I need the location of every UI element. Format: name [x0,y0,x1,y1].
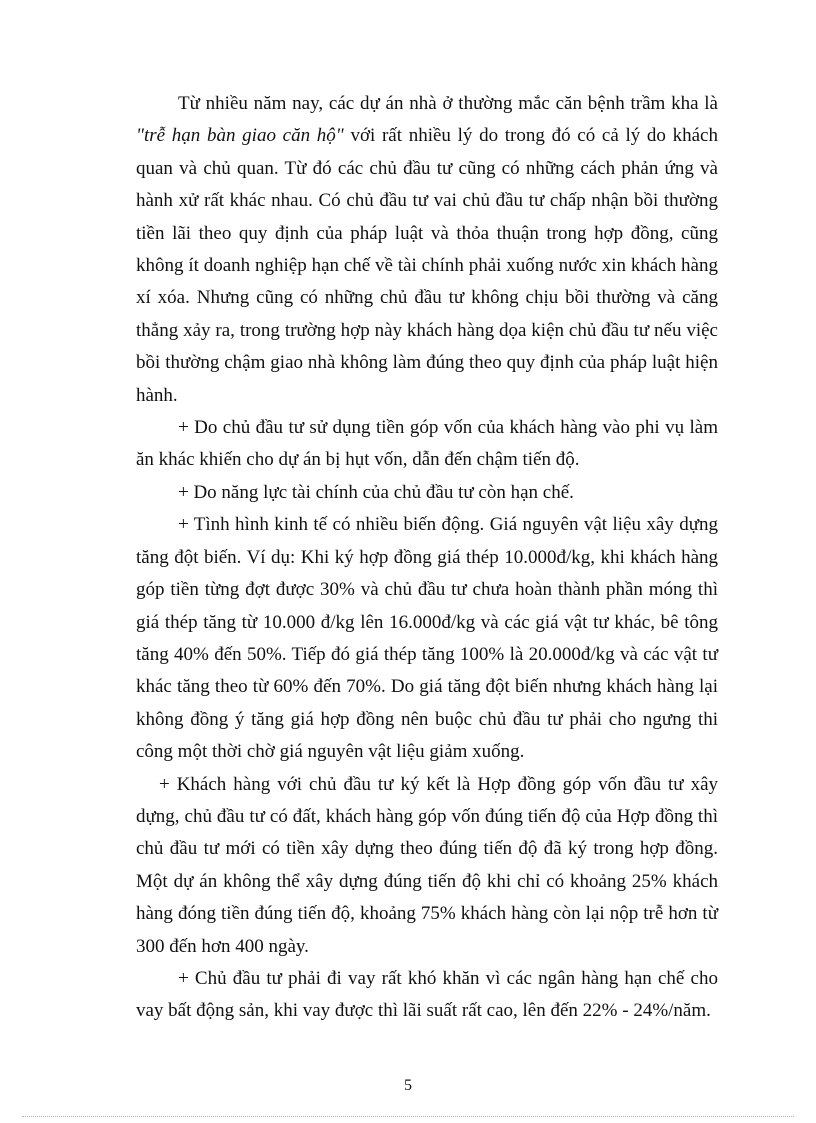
paragraph-cause-economy: + Tình hình kinh tế có nhiều biến động. Giá nguyên vật liệu xây dựng tăng đột biến. Ví dụ: Khi ký hợp đồng giá thép 10.000đ/kg, khi khách hàng góp tiền từng đợt được 30% và chủ đầu tư chưa hoàn thành phần móng thì giá thép tăng từ 10.000 đ/kg lên 16.000đ/kg và các giá vật tư khác, bê tông tăng 40% đến 50%. Tiếp đó giá thép tăng 100% là 20.000đ/kg và các vật tư khác tăng theo từ 60% đến 70%. Do giá tăng đột biến nhưng khách hàng lại không đồng ý tăng giá hợp đồng nên buộc chủ đầu tư phải cho ngưng thi công một thời chờ giá nguyên vật liệu giảm xuống. [136,514,718,763]
paragraph-cause-finance: + Do năng lực tài chính của chủ đầu tư còn hạn chế. [178,481,574,503]
intro-quote: "trễ hạn bàn giao căn hộ" [136,125,344,147]
intro-lead: Từ nhiều năm nay, các dự án nhà ở thường mắc căn bệnh trầm kha là [178,93,718,114]
paragraph-cause-misuse-funds: + Do chủ đầu tư sử dụng tiền góp vốn của khách hàng vào phi vụ làm ăn khác khiến cho dự án bị hụt vốn, dẫn đến chậm tiến độ. [136,417,718,471]
page-number: 5 [404,1077,412,1094]
paragraph-cause-loans: + Chủ đầu tư phải đi vay rất khó khăn vì các ngân hàng hạn chế cho vay bất động sản, khi vay được thì lãi suất rất cao, lên đến 22% - 24%/năm. [136,967,718,1022]
paragraph-cause-contract: + Khách hàng với chủ đầu tư ký kết là Hợp đồng góp vốn đầu tư xây dựng, chủ đầu tư có đất, khách hàng góp vốn đúng tiến độ của Hợp đồng thì chủ đầu tư mới có tiền xây dựng theo đúng tiến độ đã ký trong hợp đồng. Một dự án không thể xây dựng đúng tiến độ khi chỉ có khoảng 25% khách hàng đóng tiền đúng tiến độ, khoảng 75% khách hàng còn lại nộp trễ hơn từ 300 đến hơn 400 ngày. [136,773,718,957]
footer-divider [22,1116,794,1117]
intro-rest: với rất nhiều lý do trong đó có cả lý do khách quan và chủ quan. Từ đó các chủ đầu tư cũng có những cách phản ứng và hành xử rất khác nhau. Có chủ đầu tư vai chủ đầu tư chấp nhận bồi thường tiền lãi theo quy định của pháp luật và thỏa thuận trong hợp đồng, cũng không ít doanh nghiệp hạn chế về tài chính phải xuống nước xin khách hàng xí xóa. Nhưng cũng có những chủ đầu tư không chịu bồi thường và căng thẳng xảy ra, trong trường hợp này khách hàng dọa kiện chủ đầu tư nếu việc bồi thường chậm giao nhà không làm đúng theo quy định của pháp luật hiện hành. [136,125,718,406]
body-text [136,88,718,1028]
paragraph-intro [136,88,718,412]
